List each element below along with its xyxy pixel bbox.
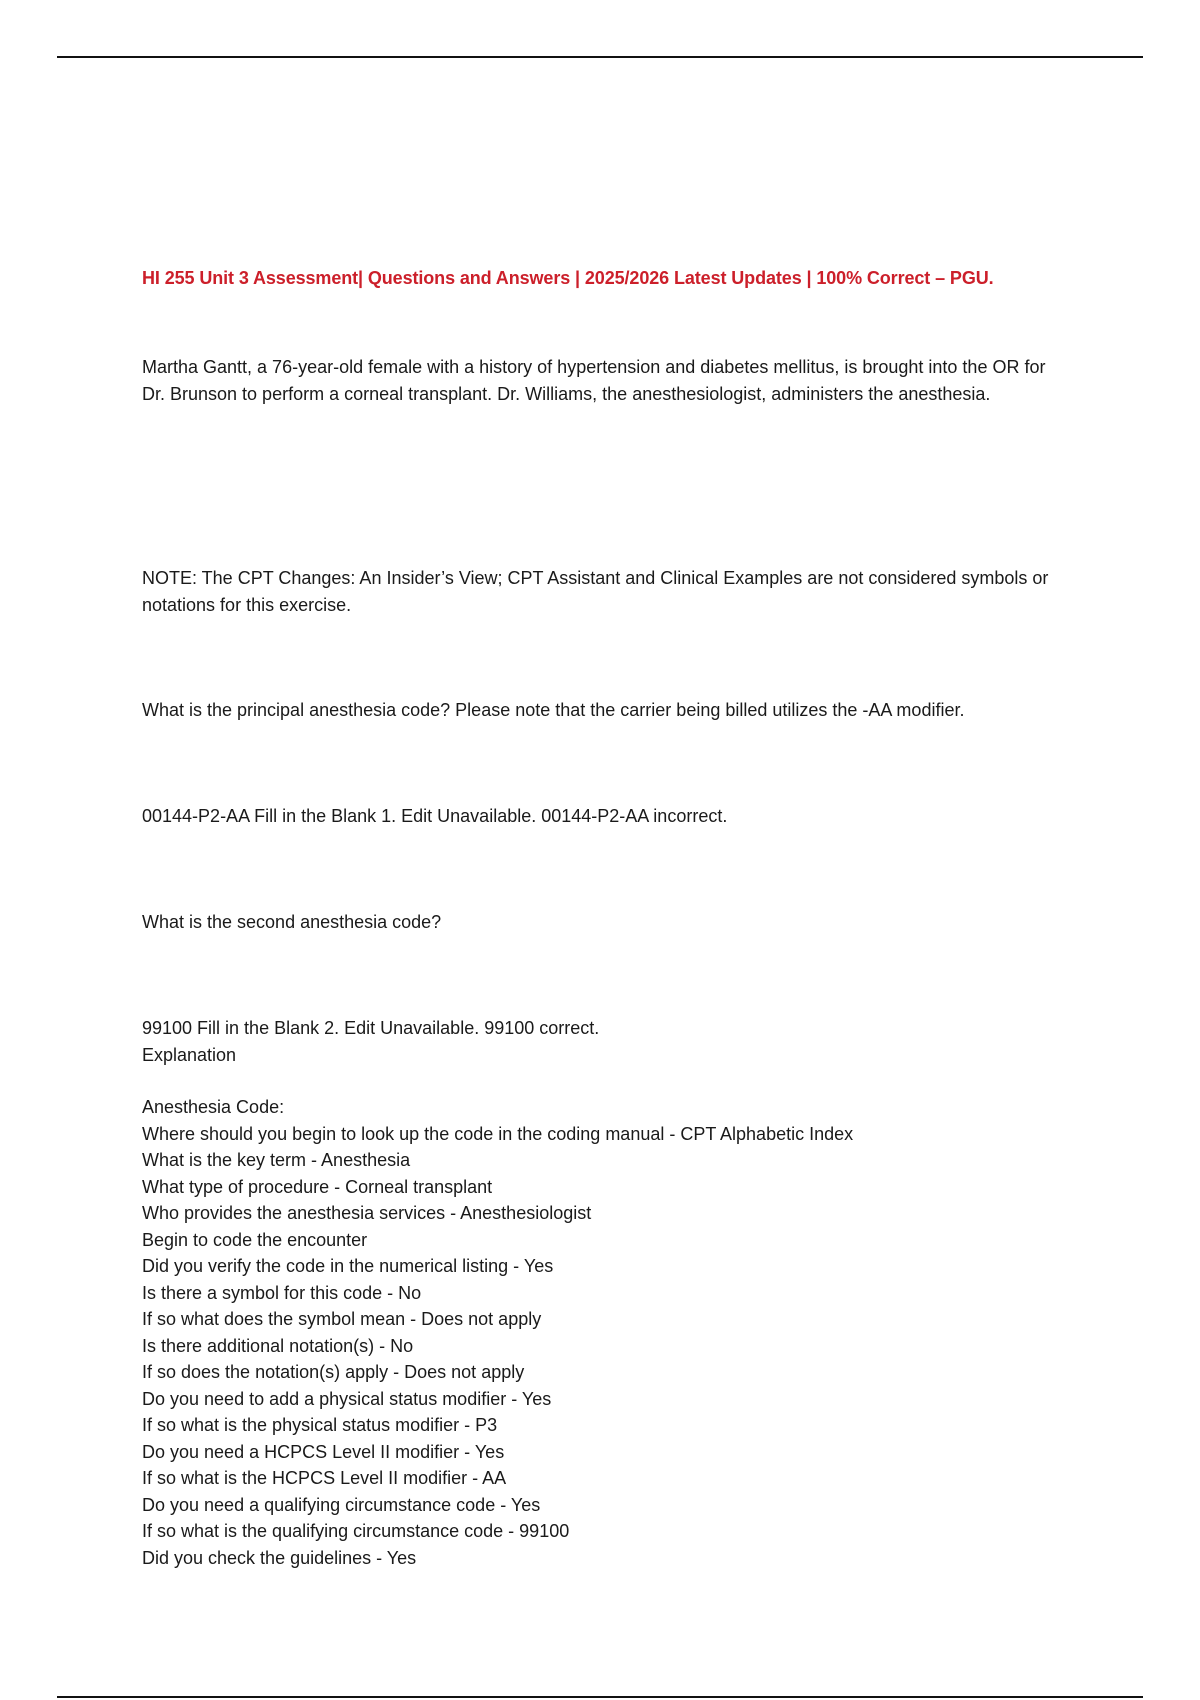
explanation-step: Do you need a qualifying circumstance code - Yes: [142, 1494, 541, 1515]
explanation-step: Did you check the guidelines - Yes: [142, 1547, 417, 1568]
explanation-step: Where should you begin to look up the code in the coding manual - CPT Alphabetic Index: [142, 1123, 854, 1144]
explanation-step: Do you need to add a physical status modifier - Yes: [142, 1388, 552, 1409]
explanation-step: What is the key term - Anesthesia: [142, 1150, 411, 1170]
footer-rule: [57, 1696, 1143, 1698]
anesthesia-code-header: Anesthesia Code:: [142, 1097, 285, 1117]
question-2: What is the second anesthesia code?: [142, 912, 442, 932]
answer-2: 99100 Fill in the Blank 2. Edit Unavailable. 99100 correct.: [142, 1018, 600, 1038]
explanation-step: Begin to code the encounter: [142, 1229, 368, 1250]
document-title: HI 255 Unit 3 Assessment| Questions and Answers | 2025/2026 Latest Updates | 100% Correct – PGU.: [142, 268, 994, 288]
scenario-paragraph: Martha Gantt, a 76-year-old female with a history of hypertension and diabetes mellitus, is brought into the OR for Dr. Brunson to perform a corneal transplant. Dr. Williams, the anesthesiologist, administers the anesthesia.: [142, 357, 1046, 404]
explanation-step: If so does the notation(s) apply - Does not apply: [142, 1362, 525, 1382]
explanation-step: Who provides the anesthesia services - Anesthesiologist: [142, 1203, 592, 1223]
explanation-step: What type of procedure - Corneal transplant: [142, 1176, 493, 1197]
note-paragraph: NOTE: The CPT Changes: An Insider’s View; CPT Assistant and Clinical Examples are not considered symbols or notations for this exercise.: [142, 568, 1049, 615]
question-1: What is the principal anesthesia code? Please note that the carrier being billed utilizes the -AA modifier.: [142, 700, 965, 720]
explanation-step: If so what is the HCPCS Level II modifier - AA: [142, 1468, 507, 1488]
explanation-step: If so what does the symbol mean - Does not apply: [142, 1309, 542, 1329]
answer-1: 00144-P2-AA Fill in the Blank 1. Edit Unavailable. 00144-P2-AA incorrect.: [142, 806, 728, 826]
explanation-step: Did you verify the code in the numerical listing - Yes: [142, 1256, 554, 1276]
explanation-step: Is there a symbol for this code - No: [142, 1282, 422, 1303]
explanation-step: Is there additional notation(s) - No: [142, 1335, 414, 1356]
explanation-steps: [142, 1121, 1102, 1572]
header-rule: [57, 56, 1143, 58]
explanation-step: If so what is the physical status modifier - P3: [142, 1415, 498, 1435]
explanation-label: Explanation: [142, 1044, 237, 1065]
explanation-step: If so what is the qualifying circumstance code - 99100: [142, 1521, 570, 1541]
explanation-step: Do you need a HCPCS Level II modifier - Yes: [142, 1441, 505, 1462]
